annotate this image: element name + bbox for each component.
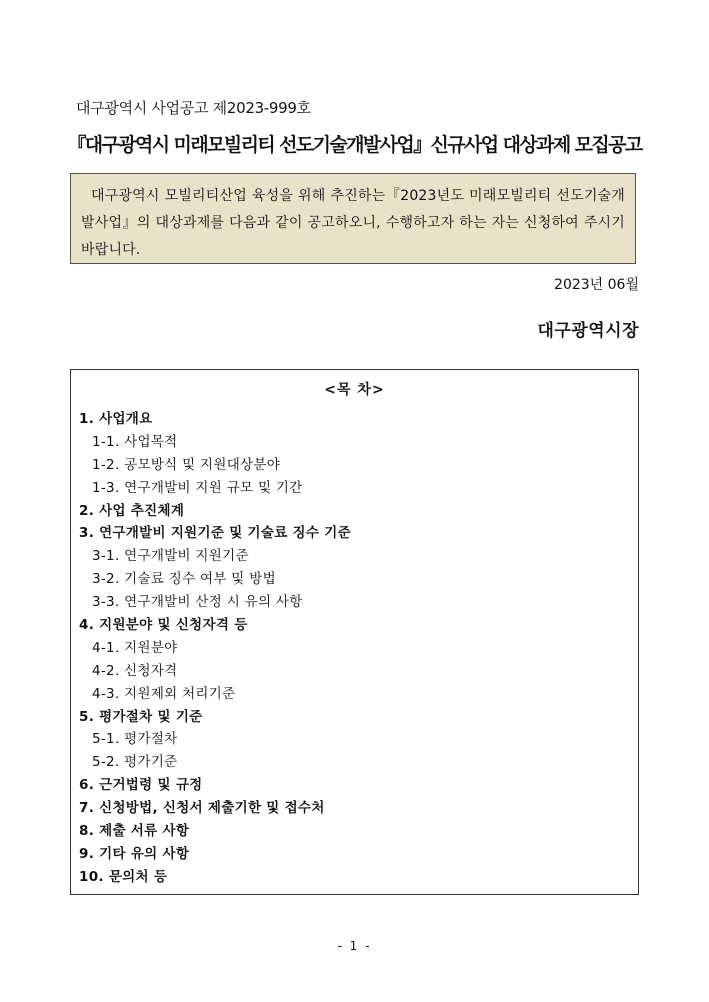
summary-text: 대구광역시 모빌리티산업 육성을 위해 추진하는『2023년도 미래모빌리티 선도기술개발사업』의 대상과제를 다음과 같이 공고하오니, 수행하고자 하는 자는 신청하여 주시기 바랍니다. [81, 188, 625, 258]
toc-item: 9. 기타 유의 사항 [79, 845, 190, 862]
toc-subitem: 1-2. 공모방식 및 지원대상분야 [92, 456, 281, 473]
toc-item: 2. 사업 추진체계 [79, 502, 185, 519]
toc-item: 6. 근거법령 및 규정 [79, 777, 203, 794]
toc-subitem: 1-3. 연구개발비 지원 규모 및 기간 [92, 479, 303, 496]
table-of-contents [70, 369, 639, 895]
toc-item: 4. 지원분야 및 신청자격 등 [79, 617, 248, 634]
toc-item: 3. 연구개발비 지원기준 및 기술료 징수 기준 [79, 525, 351, 542]
toc-item: 7. 신청방법, 신청서 제출기한 및 접수처 [79, 800, 325, 817]
toc-subitem: 3-1. 연구개발비 지원기준 [92, 548, 249, 565]
toc-subitem: 3-3. 연구개발비 산정 시 유의 사항 [92, 594, 303, 611]
toc-subitem: 4-2. 신청자격 [92, 662, 178, 679]
toc-subitem: 3-2. 기술료 징수 여부 및 방법 [92, 571, 276, 588]
issuer-name: 대구광역시장 [537, 321, 639, 341]
toc-heading: <목 차> [324, 382, 385, 398]
toc-subitem: 5-1. 평가절차 [92, 731, 178, 748]
document-title: 『대구광역시 미래모빌리티 선도기술개발사업』신규사업 대상과제 모집공고 [67, 134, 642, 156]
toc-subitem: 1-1. 사업목적 [92, 433, 178, 450]
toc-item: 1. 사업개요 [79, 411, 153, 427]
summary-box [70, 173, 636, 264]
announcement-date: 2023년 06월 [554, 277, 639, 293]
notice-number: 대구광역시 사업공고 제2023-999호 [76, 99, 311, 117]
toc-item: 8. 제출 서류 사항 [79, 823, 190, 840]
toc-list [79, 408, 351, 889]
toc-subitem: 4-3. 지원제외 처리기준 [92, 685, 236, 702]
toc-subitem: 5-2. 평가기준 [92, 754, 178, 771]
toc-item: 10. 문의처 등 [79, 868, 168, 885]
toc-subitem: 4-1. 지원분야 [92, 639, 178, 656]
toc-item: 5. 평가절차 및 기준 [79, 708, 203, 725]
page-number: - 1 - [337, 939, 372, 953]
